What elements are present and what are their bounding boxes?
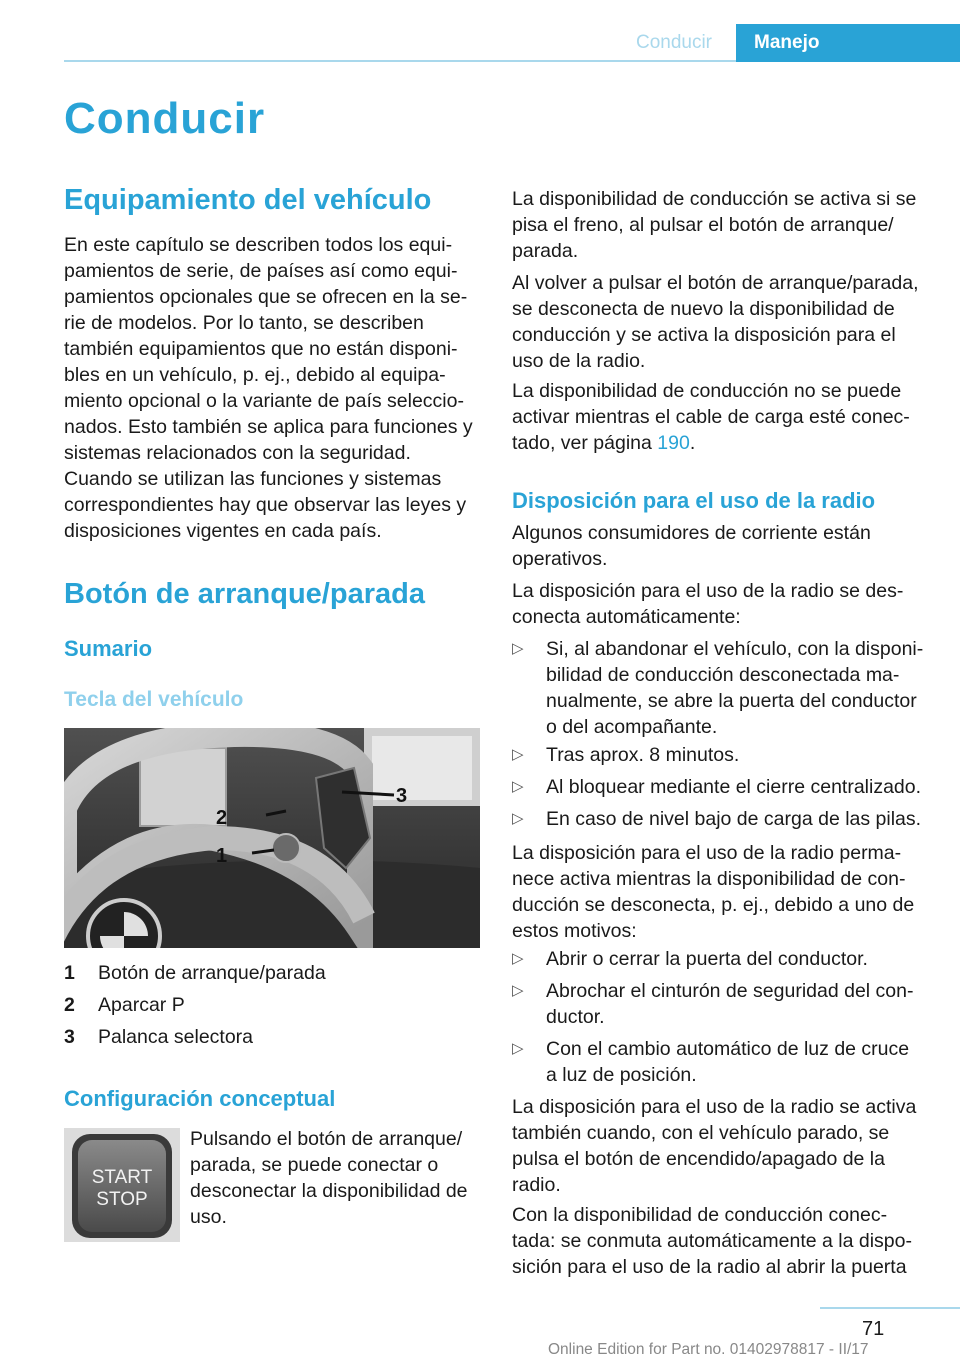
triangle-bullet-icon: ▷ — [512, 1040, 524, 1057]
start-label: START — [91, 1167, 153, 1188]
triangle-bullet-icon: ▷ — [512, 982, 524, 999]
paragraph-conmuta: Con la disponibilidad de conducción conec‐ tada: se conmuta automáticamente a la dispo‐ sición para el uso de la radio al abrir la puerta — [512, 1204, 912, 1278]
photo-label-1: 1 — [216, 845, 228, 867]
heading-tecla-vehiculo: Tecla del vehículo — [64, 688, 244, 711]
paragraph-equipamiento: En este capítulo se describen todos los equi‐ pamientos de serie, de países así como equi‐ pamientos opcionales que se ofrecen en la se‐ rie de modelos. Por lo tanto, se describen también equipamientos que no están disponi‐ bles en un vehículo, p. ej., debido al equipa‐ miento opcional o la variante de país seleccio‐ nados. Esto también se aplica para funciones y sistemas relacionados con la seguridad. Cuando se utilizan las funciones y sistemas correspondientes hay que observar las leyes y disposiciones vigentes en cada país. — [64, 234, 473, 542]
stop-label: STOP — [96, 1189, 148, 1210]
paragraph-boton-radio: La disposición para el uso de la radio se activa también cuando, con el vehículo parado, se pulsa el botón de encendido/apagado de la radio. — [512, 1096, 917, 1196]
online-edition-note: Online Edition for Part no. 01402978817 - II/17 — [548, 1341, 869, 1358]
heading-disposicion-radio: Disposición para el uso de la radio — [512, 488, 876, 513]
triangle-bullet-icon: ▷ — [512, 810, 524, 827]
header-chapter-tab[interactable]: Manejo — [736, 24, 960, 62]
heading-boton-arranque: Botón de arranque/parada — [64, 578, 425, 610]
paragraph-disponibilidad-activa: La disponibilidad de conducción se activa si se pisa el freno, al pulsar el botón de arranque/ parada. — [512, 188, 917, 262]
heading-configuracion: Configuración conceptual — [64, 1086, 336, 1111]
footer-rule — [820, 1307, 960, 1309]
photo-label-3: 3 — [396, 785, 408, 807]
start-stop-button-image — [64, 1128, 180, 1242]
paragraph-permanece-activa: La disposición para el uso de la radio perma‐ nece activa mientras la disponibilidad de con‐ ducción se desconecta, p. ej., debido a uno de estos motivos: — [512, 842, 915, 942]
heading-equipamiento: Equipamiento del vehículo — [64, 184, 432, 216]
page-title: Conducir — [64, 94, 266, 143]
paragraph-cable-carga: La disponibilidad de conducción no se puede activar mientras el cable de carga esté conec‐ tado, ver página 190. — [512, 380, 910, 454]
page-number: 71 — [862, 1318, 885, 1340]
paragraph-configuracion: Pulsando el botón de arranque/ parada, se puede conectar o desconectar la disponibilidad de uso. — [190, 1128, 468, 1228]
steering-wheel-photo — [64, 728, 480, 948]
paragraph-consumidores: Algunos consumidores de corriente están operativos. — [512, 522, 871, 570]
paragraph-desconecta-auto: La disposición para el uso de la radio se des‐ conecta automáticamente: — [512, 580, 904, 628]
triangle-bullet-icon: ▷ — [512, 950, 524, 967]
triangle-bullet-icon: ▷ — [512, 640, 524, 657]
steering-wheel-illustration — [64, 728, 480, 948]
header-section[interactable]: Conducir — [635, 32, 713, 53]
paragraph-volver-pulsar: Al volver a pulsar el botón de arranque/parada, se desconecta de nuevo la disponibilidad de conducción y se activa la disposición para el uso de la radio. — [512, 272, 919, 372]
photo-label-2: 2 — [216, 807, 228, 829]
heading-sumario: Sumario — [64, 636, 153, 661]
triangle-bullet-icon: ▷ — [512, 778, 524, 795]
page-link-190[interactable]: 190 — [657, 432, 690, 454]
triangle-bullet-icon: ▷ — [512, 746, 524, 763]
